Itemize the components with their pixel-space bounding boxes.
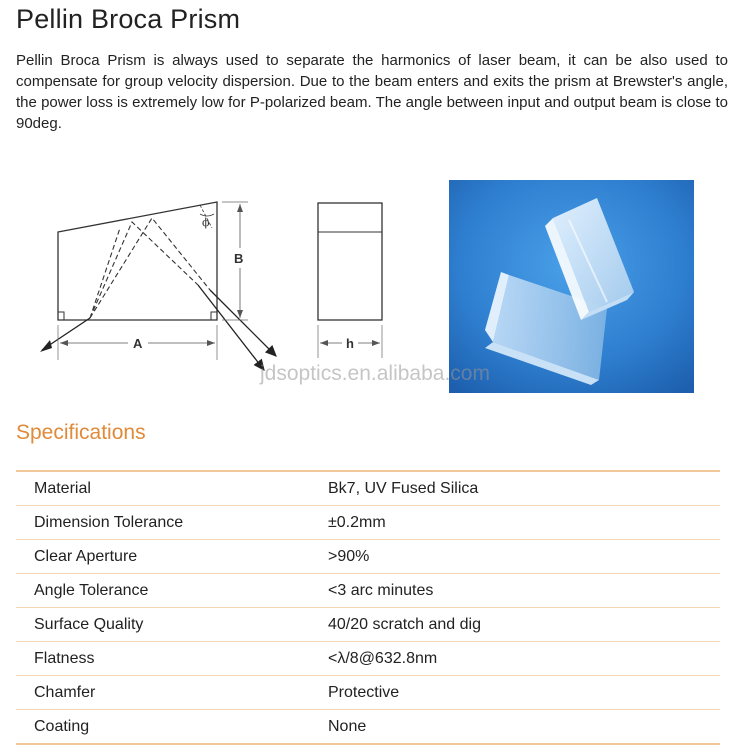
- product-description: Pellin Broca Prism is always used to separate the harmonics of laser beam, it can be also used to compensate for group velocity dispersion. Due to the beam enters and exits the prism at Brewster's angle, the power loss is extremely low for P-polarized beam. The angle between input and output beam is close to 90deg.: [16, 52, 728, 132]
- phi-label: ϕ: [202, 216, 210, 229]
- output-beam-arrow: [198, 285, 264, 370]
- spec-value: ±0.2mm: [328, 514, 386, 531]
- spec-value: <3 arc minutes: [328, 582, 434, 599]
- spec-value: >90%: [328, 548, 370, 565]
- table-row: [16, 710, 720, 745]
- dimension-b-label: B: [234, 251, 244, 266]
- table-row: [16, 608, 720, 642]
- output-beam-arrow: [210, 290, 276, 356]
- dimension-a-label: A: [133, 336, 143, 351]
- table-row: [16, 506, 720, 540]
- specifications-heading: Specifications: [16, 421, 146, 444]
- prism-side-outline: [58, 202, 217, 320]
- spec-label: Chamfer: [34, 684, 96, 701]
- spec-value: None: [328, 718, 367, 735]
- prism-diagram: [0, 0, 440, 400]
- spec-value: 40/20 scratch and dig: [328, 616, 481, 633]
- table-row: [16, 540, 720, 574]
- table-row: [16, 472, 720, 506]
- spec-label: Material: [34, 480, 91, 497]
- spec-label: Angle Tolerance: [34, 582, 149, 599]
- spec-label: Dimension Tolerance: [34, 514, 184, 531]
- spec-label: Flatness: [34, 650, 95, 667]
- specifications-table: [16, 470, 720, 745]
- table-row: [16, 574, 720, 608]
- spec-label: Clear Aperture: [34, 548, 138, 565]
- product-photo: [449, 180, 694, 393]
- beam-path: [90, 218, 210, 318]
- spec-label: Surface Quality: [34, 616, 144, 633]
- watermark-text: jdsoptics.en.alibaba.com: [260, 362, 490, 385]
- table-row: [16, 642, 720, 676]
- spec-value: Bk7, UV Fused Silica: [328, 480, 479, 497]
- prism-end-view: [318, 203, 382, 320]
- spec-value: <λ/8@632.8nm: [328, 650, 438, 667]
- spec-value: Protective: [328, 684, 400, 701]
- spec-label: Coating: [34, 718, 90, 735]
- dimension-h-label: h: [346, 336, 354, 351]
- page-title: Pellin Broca Prism: [16, 4, 241, 34]
- table-row: [16, 676, 720, 710]
